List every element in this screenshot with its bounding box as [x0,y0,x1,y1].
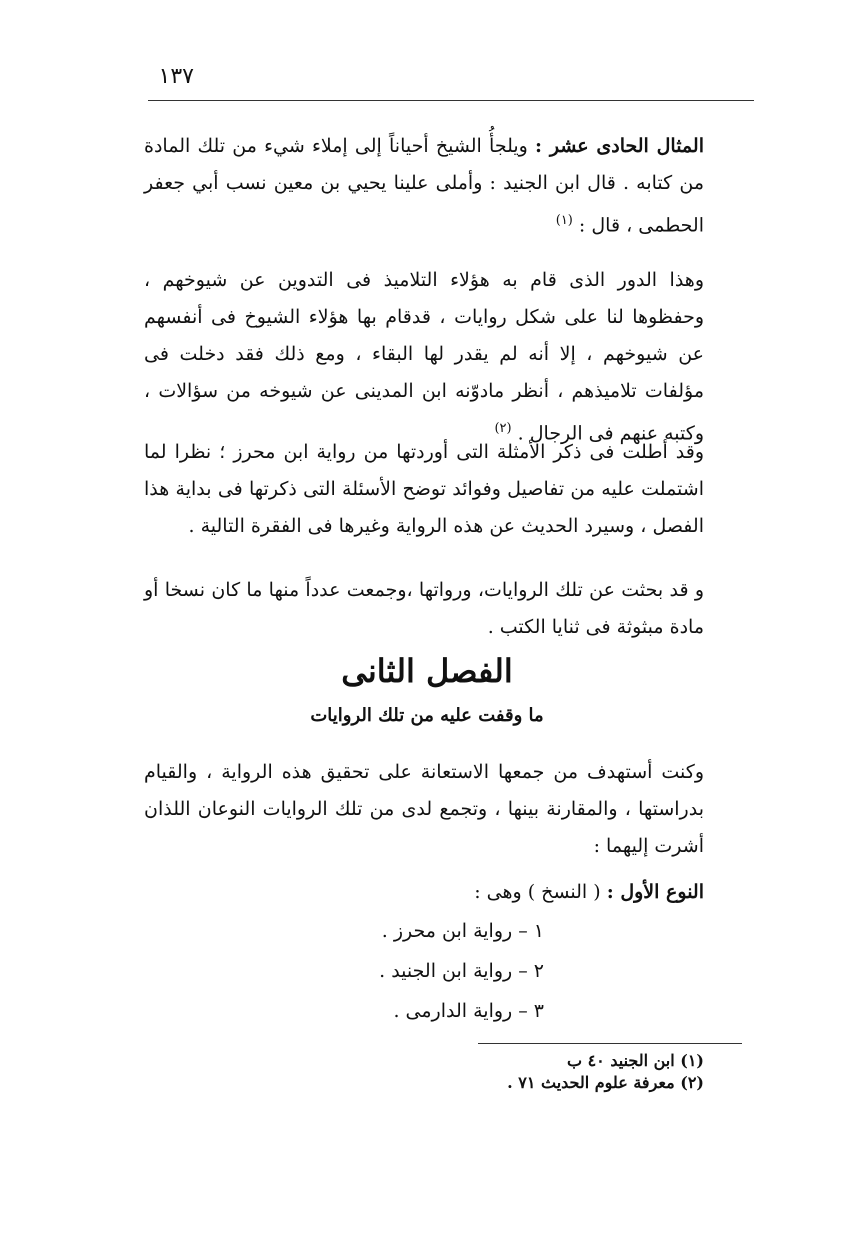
footnote-rule [478,1043,742,1044]
list-item: ٣ – رواية الدارمى . [393,1000,544,1022]
type-section [144,874,704,1031]
page-number: ١٣٧ [158,64,194,89]
paragraph-4-text: و قد بحثت عن تلك الروايات، ورواتها ،وجمعت عدداً منها ما كان نسخا أو مادة مبثوثة فى ثنايا الكتب . [144,579,704,638]
list-item: ٢ – رواية ابن الجنيد . [379,960,544,982]
paragraph-3-text: وقد أطلت فى ذكر الأمثلة التى أوردتها من رواية ابن محرز ؛ نظرا لما اشتملت عليه من تفاصيل وفوائد توضح الأسئلة التى ذكرتها فى بداية هذا الفصل ، وسيرد الحديث عن هذه الرواية وغيرها فى الفقرة التالية . [144,441,704,537]
type-heading-text: ( النسخ ) وهى : [474,881,607,903]
footnote-ref-1: (١) [555,213,573,228]
paragraph-1 [144,128,704,244]
paragraph-2-text: وهذا الدور الذى قام به هؤلاء التلاميذ فى التدوين عن شيوخهم ، وحفظوها لنا على شكل روايات ، قدقام بها هؤلاء الشيوخ فى أنفسهم عن شيوخهم ، إلا أنه لم يقدر لها البقاء ، ومع ذلك فقد دخلت فى مؤلفات تلاميذهم ، أنظر مادوّنه ابن المدينى عن شيوخه من سؤالات ، وكتبه عنهم فى الرجال . [144,269,704,445]
example-label: المثال الحادى عشر : [535,135,704,157]
paragraph-5-text: وكنت أستهدف من جمعها الاستعانة على تحقيق هذه الرواية ، والقيام بدراستها ، والمقارنة بينها ، وتجمع لدى من تلك الروايات النوعان اللذان أشرت إليهما : [144,761,704,857]
paragraph-5 [144,754,704,865]
paragraph-2 [144,262,704,452]
list-item: ١ – رواية ابن محرز . [381,920,544,942]
footnote-2: (٢) معرفة علوم الحديث ٧١ . [507,1073,704,1092]
paragraph-3 [144,434,704,545]
chapter-title: الفصل الثانى [341,652,513,690]
footnote-1: (١) ابن الجنيد ٤٠ ب [566,1051,704,1070]
type-heading-label: النوع الأول : [606,881,704,903]
paragraph-4 [144,572,704,646]
header-rule [148,100,754,101]
footnote-ref-2: (٢) [494,421,512,436]
footnotes [404,1050,704,1094]
paragraph-1-text: ويلجأُ الشيخ أحياناً إلى إملاء شيء من تلك المادة من كتابه . قال ابن الجنيد : وأملى علينا يحيي بن معين نسب أبي جعفر الحطمى ، قال : [144,135,704,237]
chapter-subtitle: ما وقفت عليه من تلك الروايات [310,705,544,726]
